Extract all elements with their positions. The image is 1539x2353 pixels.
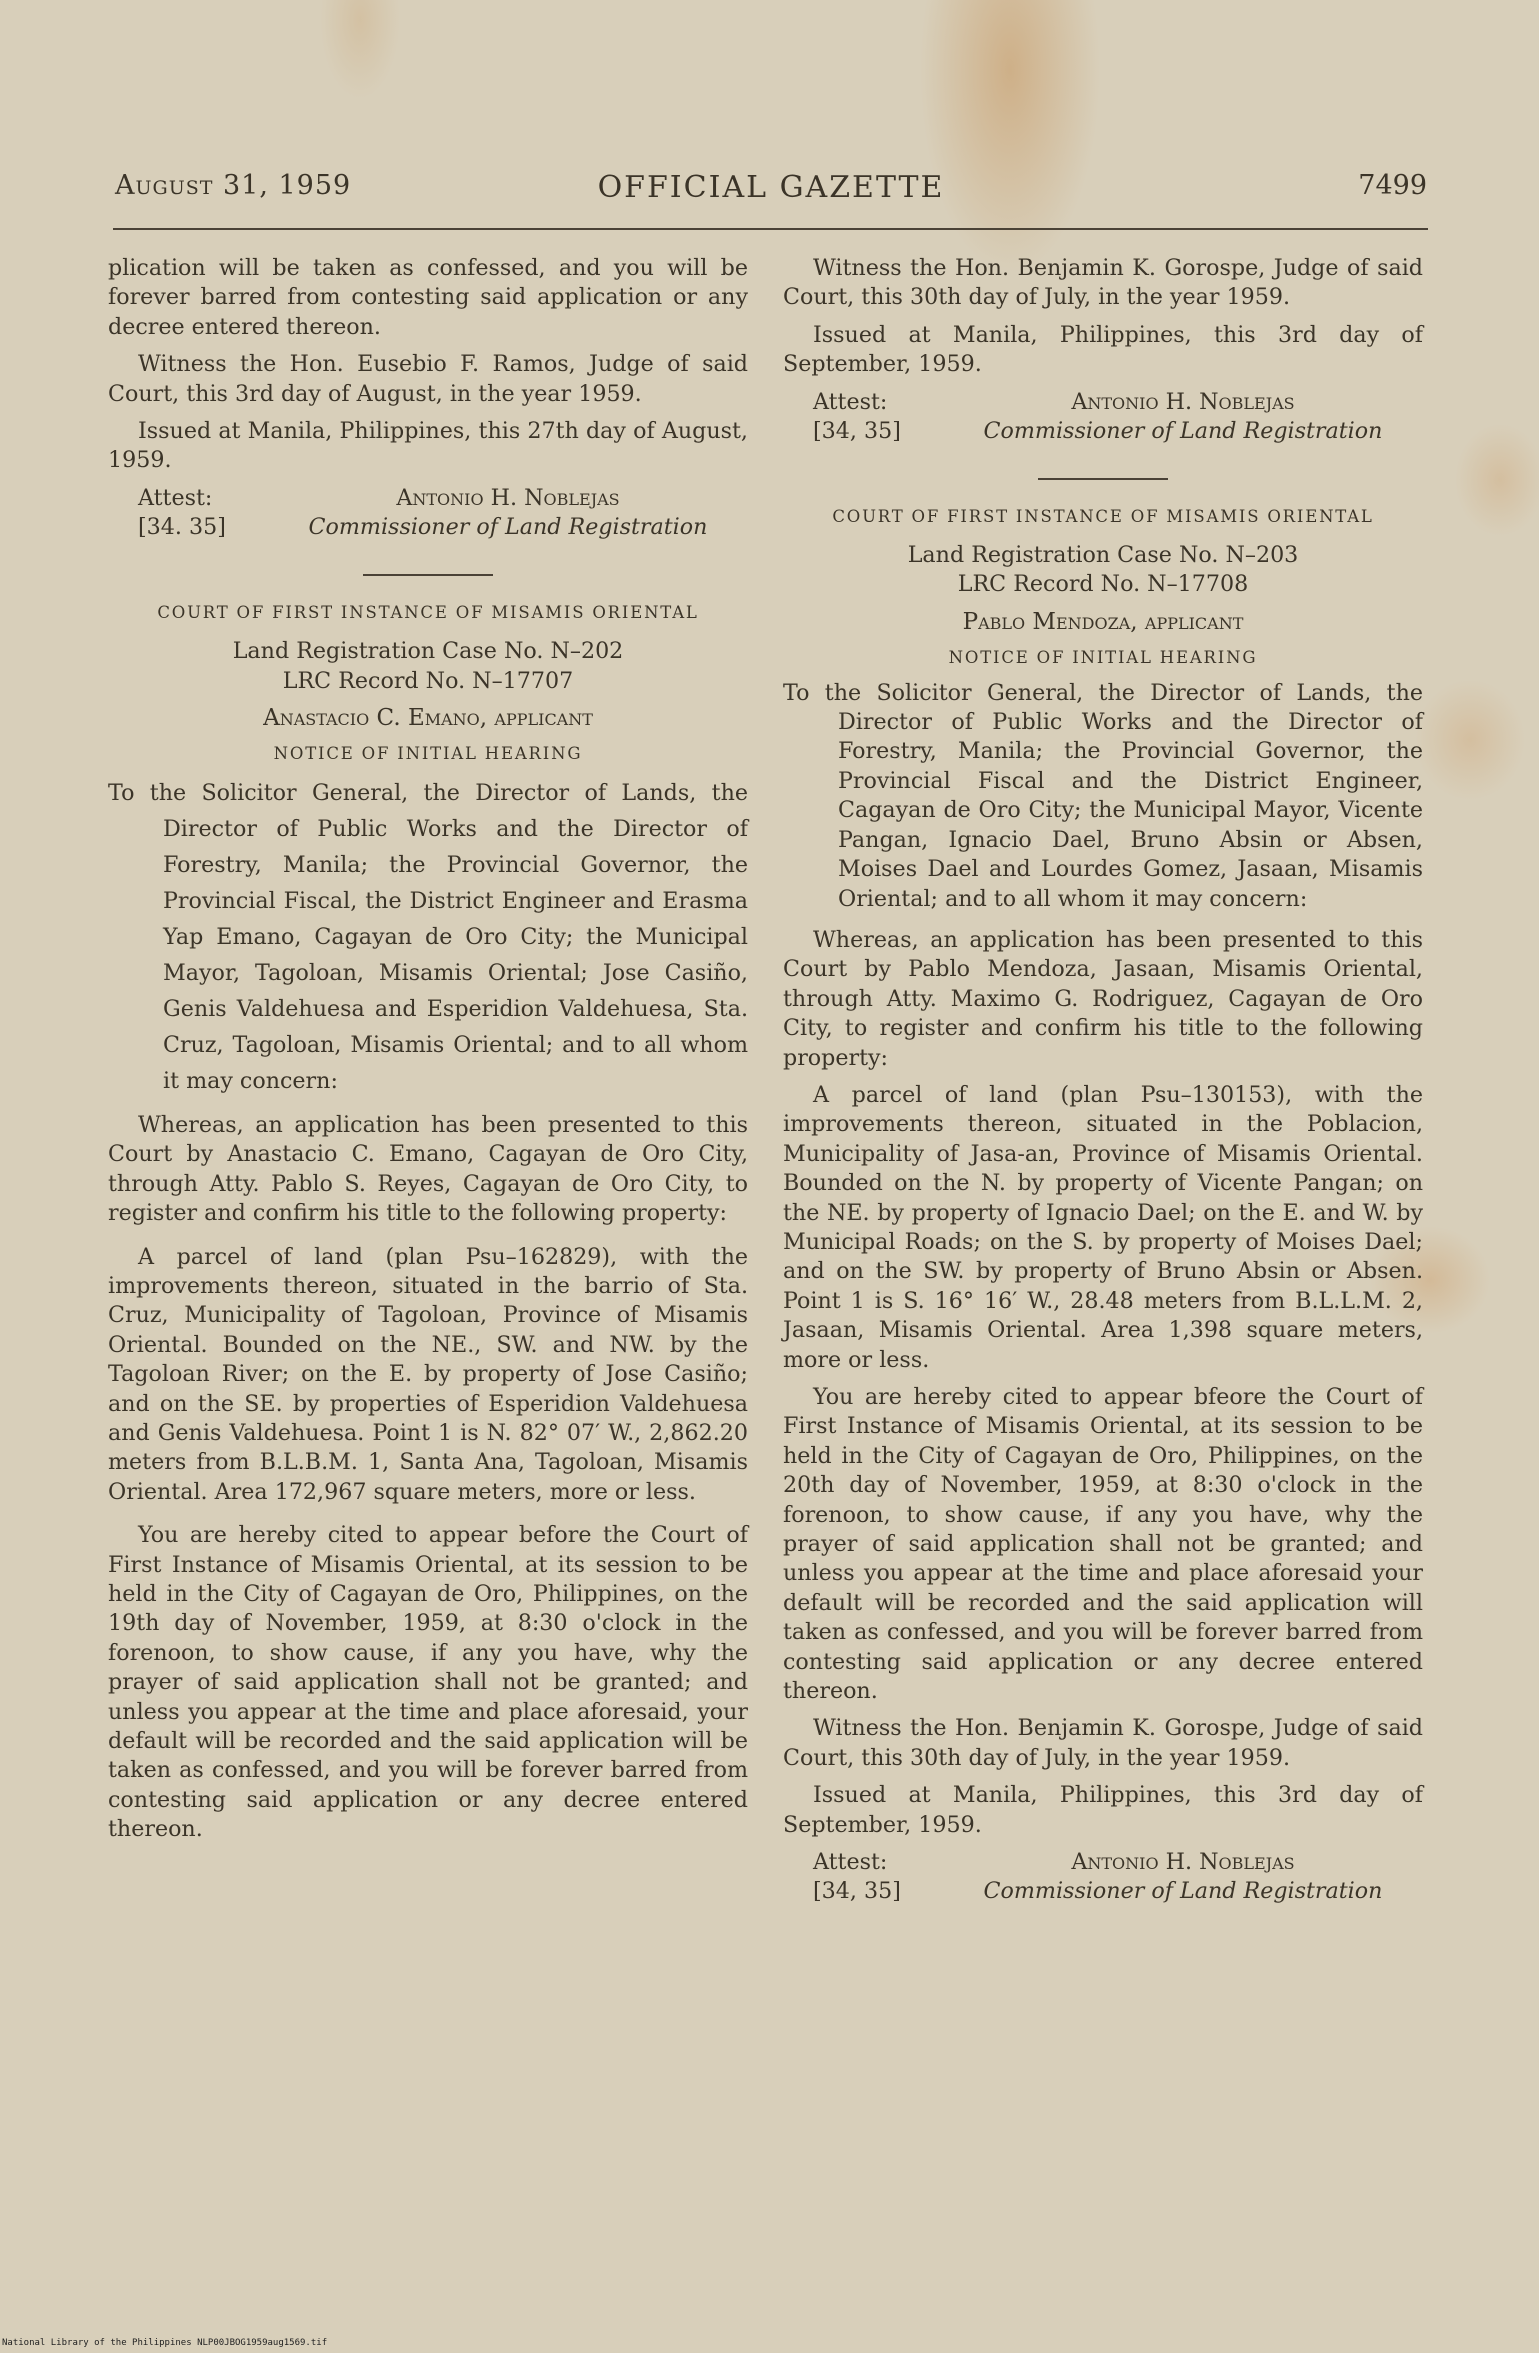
header-page-number: 7499 xyxy=(1358,170,1427,201)
parcel-paragraph: A parcel of land (plan Psu–130153), with the improvements thereon, situated in the Poblacion, Municipality of Jasa-an, Province of Misamis Oriental. Bounded on the N. by property of Vicente Pangan; on the NE. by property of Ignacio Dael; on the E. and W. by Municipal Roads; on the S. by property of Moises Dael; and on the SW. by property of Bruno Absin or Absen. Point 1 is S. 16° 16′ W., 28.48 meters from B.L.L.M. 2, Jasaan, Misamis Oriental. Area 1,398 square meters, more or less. xyxy=(783,1081,1423,1373)
header-title: OFFICIAL GAZETTE xyxy=(597,170,945,205)
attest-name: Antonio H. Noblejas xyxy=(1071,388,1295,415)
header-date: August 31, 1959 xyxy=(115,170,352,201)
attest-reference: [34, 35] xyxy=(813,417,901,444)
attest-label: Attest: xyxy=(813,1849,888,1876)
addressees-paragraph: To the Solicitor General, the Director of Lands, the Director of Public Works and the Director of Forestry, Manila; the Provincial Governor, the Provincial Fiscal, the District Engineer and Erasma Yap Emano, Cagayan de Oro City; the Municipal Mayor, Tagoloan, Misamis Oriental; Jose Casiño, Genis Valdehuesa and Esperidion Valdehuesa, Sta. Cruz, Tagoloan, Misamis Oriental; and to all whom it may concern: xyxy=(108,779,748,1094)
witness-paragraph-top: Witness the Hon. Benjamin K. Gorospe, Judge of said Court, this 30th day of July, in the year 1959. xyxy=(783,255,1423,311)
issued-paragraph: Issued at Manila, Philippines, this 27th day of August, 1959. xyxy=(108,418,748,474)
header-rule xyxy=(113,228,1428,230)
scan-footer: National Library of the Philippines NLP00JBOG1959aug1569.tif xyxy=(2,2338,328,2348)
case-number: Land Registration Case No. N–202 xyxy=(232,638,624,665)
attest-title: Commissioner of Land Registration xyxy=(983,1878,1383,1905)
continued-paragraph: plication will be taken as confessed, and you will be forever barred from contesting said application or any decree entered thereon. xyxy=(108,255,748,340)
attest-name: Antonio H. Noblejas xyxy=(396,484,620,511)
attest-title: Commissioner of Land Registration xyxy=(308,513,708,540)
page-header xyxy=(115,170,1427,220)
notice-heading: NOTICE OF INITIAL HEARING xyxy=(948,648,1258,668)
case-number: Land Registration Case No. N–203 xyxy=(907,542,1299,569)
citation-paragraph: You are hereby cited to appear before the Court of First Instance of Misamis Oriental, at its session to be held in the City of Cagayan de Oro, Philippines, on the 19th day of November, 1959, at 8:30 o'clock in the forenoon, to show cause, if any you have, why the prayer of said application shall not be granted; and unless you appear at the time and place aforesaid, your default will be recorded and the said application will be taken as confessed, and you will be forever barred from contesting said application or any decree entered thereon. xyxy=(108,1522,748,1843)
attestation-block-top xyxy=(783,388,1423,450)
section-divider xyxy=(363,574,493,576)
left-column xyxy=(108,254,748,1853)
attest-title: Commissioner of Land Registration xyxy=(983,417,1383,444)
attestation-block-bottom xyxy=(783,1848,1423,1910)
whereas-paragraph: Whereas, an application has been presented to this Court by Anastacio C. Emano, Cagayan de Oro City, through Atty. Pablo S. Reyes, Cagayan de Oro City, to register and confirm his title to the following property: xyxy=(108,1111,748,1227)
attest-label: Attest: xyxy=(813,388,888,415)
lrc-record: LRC Record No. N–17708 xyxy=(957,571,1249,598)
court-heading: COURT OF FIRST INSTANCE OF MISAMIS ORIENTAL xyxy=(157,602,699,622)
attest-name: Antonio H. Noblejas xyxy=(1071,1849,1295,1876)
witness-paragraph: Witness the Hon. Eusebio F. Ramos, Judge of said Court, this 3rd day of August, in the year 1959. xyxy=(108,351,748,407)
whereas-paragraph: Whereas, an application has been presented to this Court by Pablo Mendoza, Jasaan, Misamis Oriental, through Atty. Maximo G. Rodriguez, Cagayan de Oro City, to register and confirm his title to the following property: xyxy=(783,926,1423,1071)
section-divider xyxy=(1038,478,1168,480)
attest-reference: [34, 35] xyxy=(813,1878,901,1905)
attestation-block xyxy=(108,484,748,546)
issued-paragraph-top: Issued at Manila, Philippines, this 3rd day of September, 1959. xyxy=(783,321,1423,378)
citation-paragraph: You are hereby cited to appear bfeore the Court of First Instance of Misamis Oriental, at its session to be held in the City of Cagayan de Oro, Philippines, on the 20th day of November, 1959, at 8:30 o'clock in the forenoon, to show cause, if any you have, why the prayer of said application shall not be granted; and unless you appear at the time and place aforesaid your default will be recorded and the said application will taken as confessed, and you will be forever barred from contesting said application or any decree entered thereon. xyxy=(783,1384,1423,1705)
lrc-record: LRC Record No. N–17707 xyxy=(282,667,574,694)
notice-heading: NOTICE OF INITIAL HEARING xyxy=(273,744,583,764)
court-heading: COURT OF FIRST INSTANCE OF MISAMIS ORIENTAL xyxy=(832,506,1374,526)
attest-reference: [34. 35] xyxy=(138,513,226,540)
applicant-name: Pablo Mendoza, applicant xyxy=(962,608,1244,635)
witness-paragraph-bottom: Witness the Hon. Benjamin K. Gorospe, Judge of said Court, this 30th day of July, in the year 1959. xyxy=(783,1715,1423,1771)
addressees-paragraph: To the Solicitor General, the Director of Lands, the Director of Public Works and the Director of Forestry, Manila; the Provincial Governor, the Provincial Fiscal and the District Engineer, Cagayan de Oro City; the Municipal Mayor, Vicente Pangan, Ignacio Dael, Bruno Absin or Absen, Moises Dael and Lourdes Gomez, Jasaan, Misamis Oriental; and to all whom it may concern: xyxy=(783,679,1423,912)
attest-label: Attest: xyxy=(138,484,213,511)
right-column xyxy=(783,254,1423,1910)
parcel-paragraph: A parcel of land (plan Psu–162829), with the improvements thereon, situated in the barrio of Sta. Cruz, Municipality of Tagoloan, Province of Misamis Oriental. Bounded on the NE., SW. and NW. by the Tagoloan River; on the E. by property of Jose Casiño; and on the SE. by properties of Esperidion Valdehuesa and Genis Valdehuesa. Point 1 is N. 82° 07′ W., 2,862.20 meters from B.L.B.M. 1, Santa Ana, Tagoloan, Misamis Oriental. Area 172,967 square meters, more or less. xyxy=(108,1243,748,1505)
applicant-name: Anastacio C. Emano, applicant xyxy=(263,705,593,732)
issued-paragraph-bottom: Issued at Manila, Philippines, this 3rd day of September, 1959. xyxy=(783,1782,1423,1838)
